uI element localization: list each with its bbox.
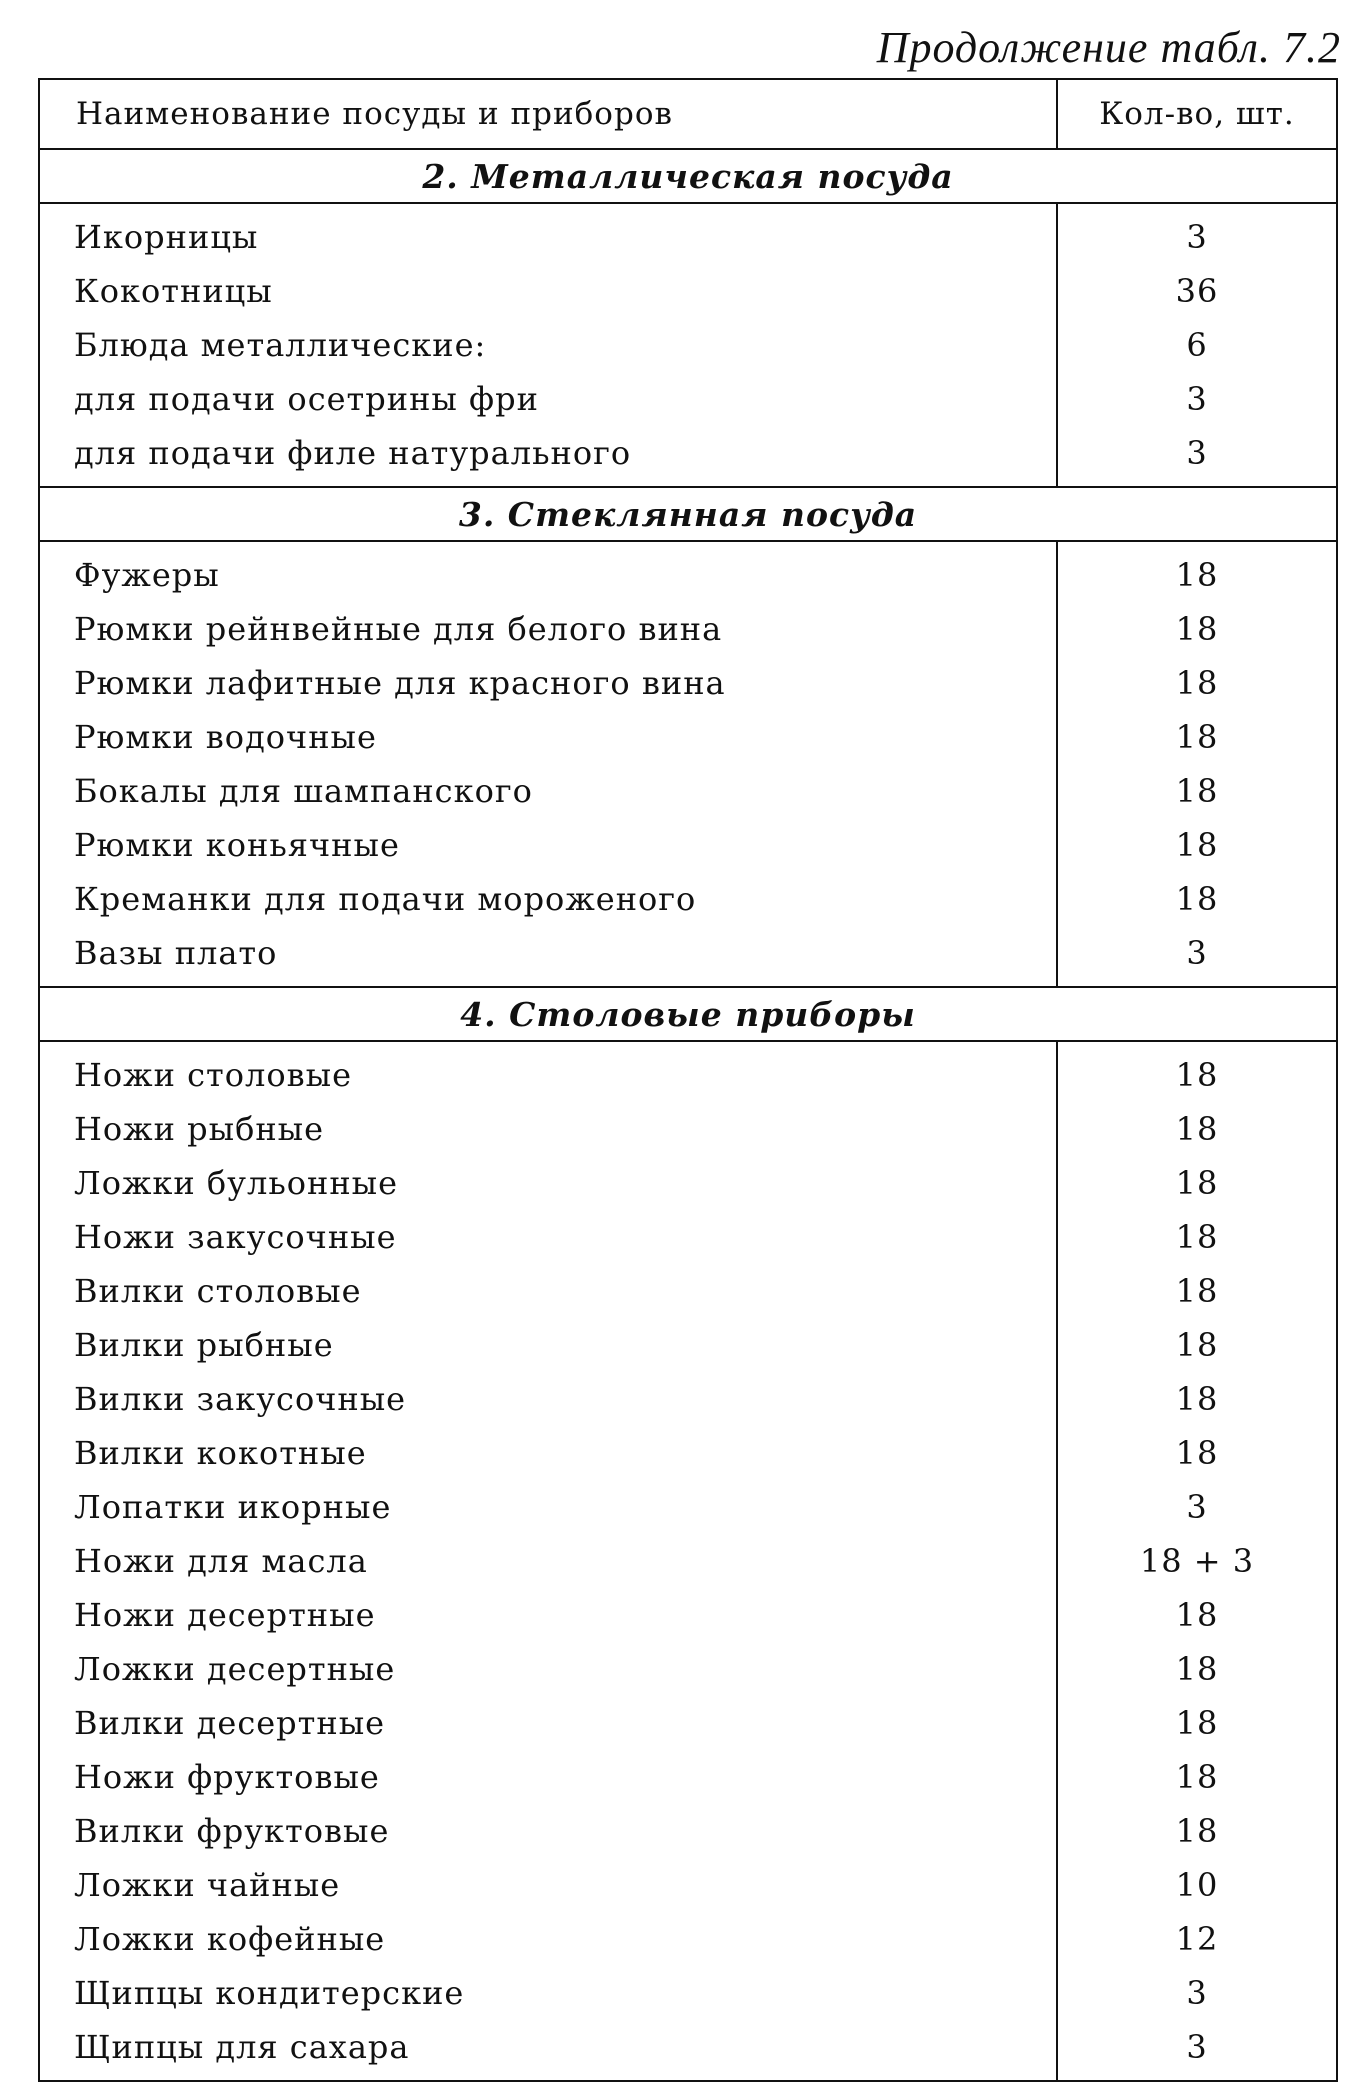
item-name: Лопатки икорные (74, 1488, 392, 1526)
item-qty: 3 (1186, 380, 1208, 418)
item-qty: 18 (1175, 1704, 1219, 1742)
section-body (40, 542, 1336, 988)
item-qty: 3 (1186, 218, 1208, 256)
item-name: Ножи фруктовые (74, 1758, 380, 1796)
item-qty: 18 (1175, 1056, 1219, 1094)
item-qty: 18 (1175, 1650, 1219, 1688)
item-name: Кокотницы (74, 272, 273, 310)
item-qty: 18 (1175, 1326, 1219, 1364)
qty-column (1058, 204, 1336, 486)
item-name: для подачи осетрины фри (74, 380, 539, 418)
item-name: Ножи для масла (74, 1542, 368, 1580)
name-column (40, 1042, 1058, 2080)
item-qty: 18 + 3 (1139, 1542, 1255, 1580)
item-name: Ложки бульонные (74, 1164, 399, 1202)
item-qty: 18 (1175, 1164, 1219, 1202)
item-qty: 18 (1175, 1812, 1219, 1850)
table-header (40, 80, 1336, 150)
item-qty: 3 (1186, 1974, 1208, 2012)
item-name: Ножи десертные (74, 1596, 376, 1634)
item-name: Щипцы для сахара (74, 2028, 410, 2066)
header-name-column: Наименование посуды и приборов (40, 80, 1058, 148)
table-sections (40, 150, 1336, 2080)
name-column (40, 542, 1058, 986)
item-name: Блюда металлические: (74, 326, 487, 364)
item-name: Рюмки водочные (74, 718, 377, 756)
item-name: Вилки фруктовые (74, 1812, 390, 1850)
name-column (40, 204, 1058, 486)
item-qty: 36 (1175, 272, 1219, 310)
item-name: Вилки закусочные (74, 1380, 407, 1418)
section-body (40, 204, 1336, 488)
table-caption: Продолжение табл. 7.2 (876, 23, 1341, 72)
item-name: для подачи филе натурального (74, 434, 632, 472)
item-qty: 18 (1175, 610, 1219, 648)
section-title: 3. Стеклянная посуда (40, 488, 1336, 542)
item-qty: 18 (1175, 718, 1219, 756)
item-qty: 18 (1175, 880, 1219, 918)
item-qty: 18 (1175, 1596, 1219, 1634)
qty-column (1058, 1042, 1336, 2080)
item-name: Вазы плато (74, 934, 278, 972)
item-qty: 18 (1175, 1434, 1219, 1472)
item-qty: 18 (1175, 826, 1219, 864)
item-name: Ножи рыбные (74, 1110, 325, 1148)
tableware-table (38, 78, 1338, 2082)
item-qty: 3 (1186, 434, 1208, 472)
item-qty: 12 (1175, 1920, 1219, 1958)
item-name: Вилки десертные (74, 1704, 386, 1742)
item-name: Вилки столовые (74, 1272, 362, 1310)
item-qty: 3 (1186, 1488, 1208, 1526)
item-name: Ложки кофейные (74, 1920, 386, 1958)
item-name: Икорницы (74, 218, 259, 256)
item-name: Ножи закусочные (74, 1218, 397, 1256)
item-qty: 18 (1175, 1758, 1219, 1796)
item-name: Рюмки лафитные для красного вина (74, 664, 726, 702)
item-qty: 3 (1186, 934, 1208, 972)
item-qty: 18 (1175, 1380, 1219, 1418)
item-qty: 18 (1175, 664, 1219, 702)
item-qty: 18 (1175, 1272, 1219, 1310)
item-name: Вилки рыбные (74, 1326, 334, 1364)
qty-column (1058, 542, 1336, 986)
header-qty-column: Кол-во, шт. (1099, 96, 1295, 132)
item-qty: 18 (1175, 1110, 1219, 1148)
item-qty: 10 (1175, 1866, 1219, 1904)
item-name: Бокалы для шампанского (74, 772, 533, 810)
item-qty: 18 (1175, 1218, 1219, 1256)
item-name: Ножи столовые (74, 1056, 353, 1094)
section-title: 2. Металлическая посуда (40, 150, 1336, 204)
item-name: Ложки десертные (74, 1650, 396, 1688)
item-qty: 3 (1186, 2028, 1208, 2066)
item-qty: 18 (1175, 556, 1219, 594)
item-qty: 18 (1175, 772, 1219, 810)
item-name: Ложки чайные (74, 1866, 341, 1904)
item-name: Рюмки рейнвейные для белого вина (74, 610, 723, 648)
item-name: Вилки кокотные (74, 1434, 367, 1472)
section-title: 4. Столовые приборы (40, 988, 1336, 1042)
item-qty: 6 (1186, 326, 1208, 364)
item-name: Креманки для подачи мороженого (74, 880, 697, 918)
item-name: Рюмки коньячные (74, 826, 400, 864)
item-name: Щипцы кондитерские (74, 1974, 465, 2012)
section-body (40, 1042, 1336, 2080)
item-name: Фужеры (74, 556, 220, 594)
